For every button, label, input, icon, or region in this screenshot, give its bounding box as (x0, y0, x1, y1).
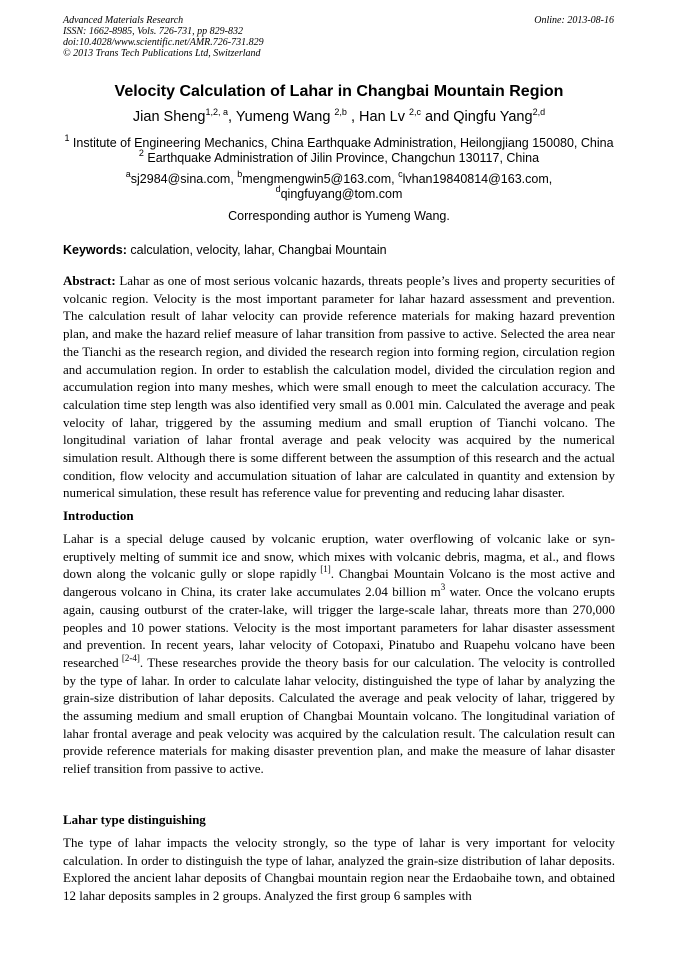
email-address: lvhan19840814@163.com, (402, 172, 553, 186)
citation: [2-4] (118, 652, 140, 663)
intro-text: Lahar is a special deluge caused by volcanic eruption, water overflowing of volcanic lake or syn-eruptively melting of summit ice and snow, which mixes with volcanic debris, magma, et al., and flows down along the volcanic gully or slope rapidly (63, 531, 615, 582)
journal-name: Advanced Materials Research (63, 15, 184, 26)
intro-text: . These researches provide the theory basis for our calculation. The velocity is controlled by the type of lahar. In order to calculate lahar velocity, distinguished the type of lahar by analyzing the grain-size distribution of lahar deposits. Calculated the average and peak velocity of lahar, triggered by the assuming medium and small eruption of Changbai Mountain volcano. The longitudinal variation of lahar frontal average and peak velocity was acquired by the calculation result. The calculation result can provide reference materials for making disaster prevention plan, and make the measure of lahar disaster relief transition from passive to active. (63, 654, 615, 777)
author-affiliation-mark: 2,d (532, 107, 546, 117)
online-date: Online: 2013-08-16 (534, 15, 614, 26)
affiliation-1 (40, 133, 638, 151)
email-mark: b (237, 169, 243, 179)
author-separator: and (421, 109, 454, 125)
citation: [1] (316, 564, 331, 575)
introduction-heading: Introduction (63, 508, 134, 523)
email-mark: c (398, 169, 403, 179)
email-address: qingfuyang@tom.com (280, 187, 403, 201)
email-mark: a (125, 169, 131, 179)
intro-text: water. Once the volcano erupts again, causing outburst of the crater-lake, will trigger the large-scale lahar, threats more than 270,000 peoples and 10 power stations. Velocity is the most important parameters for lahar disaster assessment and prevention. In recent years, lahar velocity of Cotopaxi, Pinatubo and Ruapehu volcano have been researched (63, 584, 615, 670)
abstract-text: Lahar as one of most serious volcanic hazards, threats people’s lives and property securities of volcanic region. Velocity is the most important parameter for lahar hazard assessment and prevention. The calculation result of lahar velocity can provide reference materials for making hazard prevention plan, and make the hazard relief measure of lahar transition from passive to active. Selected the area near the Tianchi as the research region, and divided the research region into forming region, circulation region and accumulation region. In order to establish the calculation model, divided the circulation region and accumulation region into many meshes, which were small enough to meet the calculation accuracy. The calculation time step length was also identified very small as 0.001 min. Calculated the average and peak velocity of lahar, triggered by the assuming medium and small eruption of Tianchi volcano. The longitudinal variation of lahar frontal average and peak velocity was acquired by the numerical simulation result. Although there is some different between the assumption of this research and the actual condition, flow velocity and accumulation situation of lahar are calculated in quantity and extension by numerical simulation, these result has reference value for preventing and reducing lahar disaster. (63, 273, 615, 501)
journal-doi: doi:10.4028/www.scientific.net/AMR.726-731.829 (63, 37, 264, 48)
journal-header (63, 15, 483, 59)
author-name: Qingfu Yang (453, 109, 533, 125)
affiliation-text: Earthquake Administration of Jilin Province, Changchun 130117, China (143, 151, 540, 165)
affiliation-number: 1 (64, 133, 70, 143)
author-separator: , (228, 109, 236, 125)
author-name: Jian Sheng (132, 109, 206, 125)
email-address: mengmengwin5@163.com, (242, 172, 399, 186)
lahar-type-heading: Lahar type distinguishing (63, 812, 206, 827)
keywords (63, 243, 615, 258)
email-address: sj2984@sina.com, (130, 172, 238, 186)
keywords-label: Keywords: (63, 243, 127, 257)
abstract-label: Abstract: (63, 273, 116, 288)
email-line-1 (40, 169, 638, 187)
email-line-2 (40, 184, 638, 202)
abstract (63, 272, 615, 502)
author-list (40, 108, 638, 127)
author-affiliation-mark: 2,b (334, 107, 347, 117)
author-affiliation-mark: 1,2, a (205, 107, 229, 117)
paper-title: Velocity Calculation of Lahar in Changbai Mountain Region (114, 83, 564, 100)
author-affiliation-mark: 2,c (409, 107, 422, 117)
keywords-text: calculation, velocity, lahar, Changbai Mountain (126, 243, 387, 257)
unit-superscript: 3 (440, 582, 446, 593)
introduction-body (63, 530, 615, 778)
affiliation-number: 2 (138, 148, 144, 158)
corresponding-author: Corresponding author is Yumeng Wang. (228, 209, 450, 223)
affiliation-text: Institute of Engineering Mechanics, China Earthquake Administration, Heilongjiang 150080, China (69, 136, 614, 150)
author-name: Yumeng Wang (235, 109, 335, 125)
lahar-type-body: The type of lahar impacts the velocity strongly, so the type of lahar is very important for velocity calculation. In order to distinguish the type of lahar, analyzed the grain-size distribution of lahar deposits. Explored the ancient lahar deposits of Changbai mountain region near the Erdaobaihe town, and obtained 12 lahar deposits samples in 2 groups. Analyzed the first group 6 samples with (63, 835, 615, 904)
email-mark: d (275, 184, 281, 194)
intro-text: . Changbai Mountain Volcano is the most active and dangerous volcano in China, its crater lake accumulates 2.04 billion m (63, 566, 615, 600)
author-separator: , (346, 109, 360, 125)
author-name: Han Lv (359, 109, 410, 125)
affiliation-2 (40, 148, 638, 166)
journal-copyright: © 2013 Trans Tech Publications Ltd, Switzerland (63, 48, 261, 59)
journal-issn: ISSN: 1662-8985, Vols. 726-731, pp 829-832 (63, 26, 243, 37)
